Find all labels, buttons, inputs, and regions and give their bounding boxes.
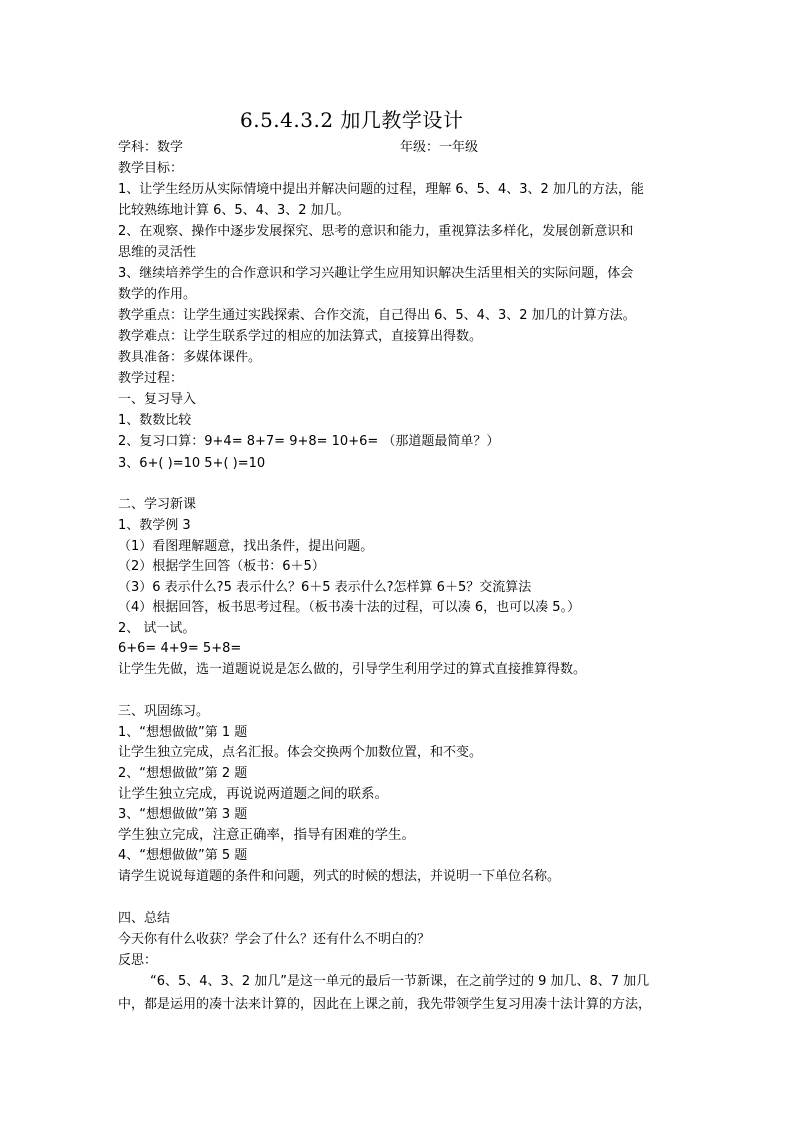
text-line: 4、“想想做做”第 5 题 (118, 848, 248, 863)
section-heading: 一、复习导入 (118, 392, 197, 407)
text-line: 3、“想想做做”第 3 题 (118, 807, 248, 822)
text-line: 请学生说说每道题的条件和问题，列式的时候的想法，并说明一下单位名称。 (118, 869, 561, 884)
text-line: 6+6= 4+9= 5+8= (118, 641, 242, 656)
text-line: （1）看图理解题意，找出条件，提出问题。 (118, 539, 374, 554)
text-line: 1、“想想做做”第 1 题 (118, 725, 248, 740)
text-line: 教学过程： (118, 371, 184, 386)
text-line: 让学生先做，选一道题说说是怎么做的，引导学生利用学过的算式直接推算得数。 (118, 662, 587, 677)
text-line: 让学生独立完成，再说说两道题之间的联系。 (118, 786, 388, 802)
text-line: 思维的灵活性 (118, 245, 197, 260)
text-line: 1、教学例 3 (118, 518, 191, 533)
text-line: 数学的作用。 (118, 287, 197, 302)
text-line: “6、5、4、3、2 加几”是这一单元的最后一节新课，在之前学过的 9 加几、8、7 加几 (150, 974, 650, 989)
text-line: 2、“想想做做”第 2 题 (118, 766, 248, 781)
text-line: （4）根据回答，板书思考过程。（板书凑十法的过程，可以凑 6，也可以凑 5。） (118, 600, 581, 615)
text-line: （3）6 表示什么?5 表示什么？6＋5 表示什么?怎样算 6＋5？交流算法 (118, 580, 532, 595)
text-line: 教学重点：让学生通过实践探索、合作交流，自己得出 6、5、4、3、2 加几的计算方法。 (118, 308, 636, 323)
subject-label: 学科：数学 (118, 140, 184, 155)
text-line: 反思： (118, 953, 158, 968)
text-line: 2、复习口算：9+4= 8+7= 9+8= 10+6= （那道题最简单？） (118, 434, 500, 449)
grade-label: 年级：一年级 (400, 140, 479, 155)
text-line: 比较熟练地计算 6、5、4、3、2 加几。 (118, 203, 350, 218)
text-line: 2、在观察、操作中逐步发展探究、思考的意识和能力，重视算法多样化，发展创新意识和 (118, 224, 634, 239)
text-line: 1、数数比较 (118, 413, 192, 428)
text-line: 3、6+( )=10 5+( )=10 (118, 456, 266, 471)
text-line: 学生独立完成，注意正确率，指导有困难的学生。 (118, 827, 415, 843)
section-heading: 四、总结 (118, 911, 171, 926)
text-line: 2、 试一试。 (118, 621, 196, 636)
section-heading: 三、巩固练习。 (118, 704, 210, 719)
text-line: （2）根据学生回答（板书：6＋5） (118, 559, 325, 574)
text-line: 今天你有什么收获？学会了什么？还有什么不明白的？ (118, 932, 431, 947)
document-title: 6.5.4.3.2 加几教学设计 (240, 108, 464, 132)
text-line: 让学生独立完成，点名汇报。体会交换两个加数位置，和不变。 (118, 745, 483, 760)
text-line: 中，都是运用的凑十法来计算的，因此在上课之前，我先带领学生复习用凑十法计算的方法， (118, 997, 652, 1012)
text-line: 教具准备：多媒体课件。 (118, 350, 262, 365)
text-line: 1、让学生经历从实际情境中提出并解决问题的过程，理解 6、5、4、3、2 加几的方法，能 (118, 182, 644, 197)
section-heading: 二、学习新课 (118, 497, 197, 512)
text-line: 3、继续培养学生的合作意识和学习兴趣让学生应用知识解决生活里相关的实际问题，体会 (118, 266, 634, 281)
text-line: 教学难点：让学生联系学过的相应的加法算式，直接算出得数。 (118, 329, 483, 344)
text-line: 教学目标： (118, 161, 184, 176)
